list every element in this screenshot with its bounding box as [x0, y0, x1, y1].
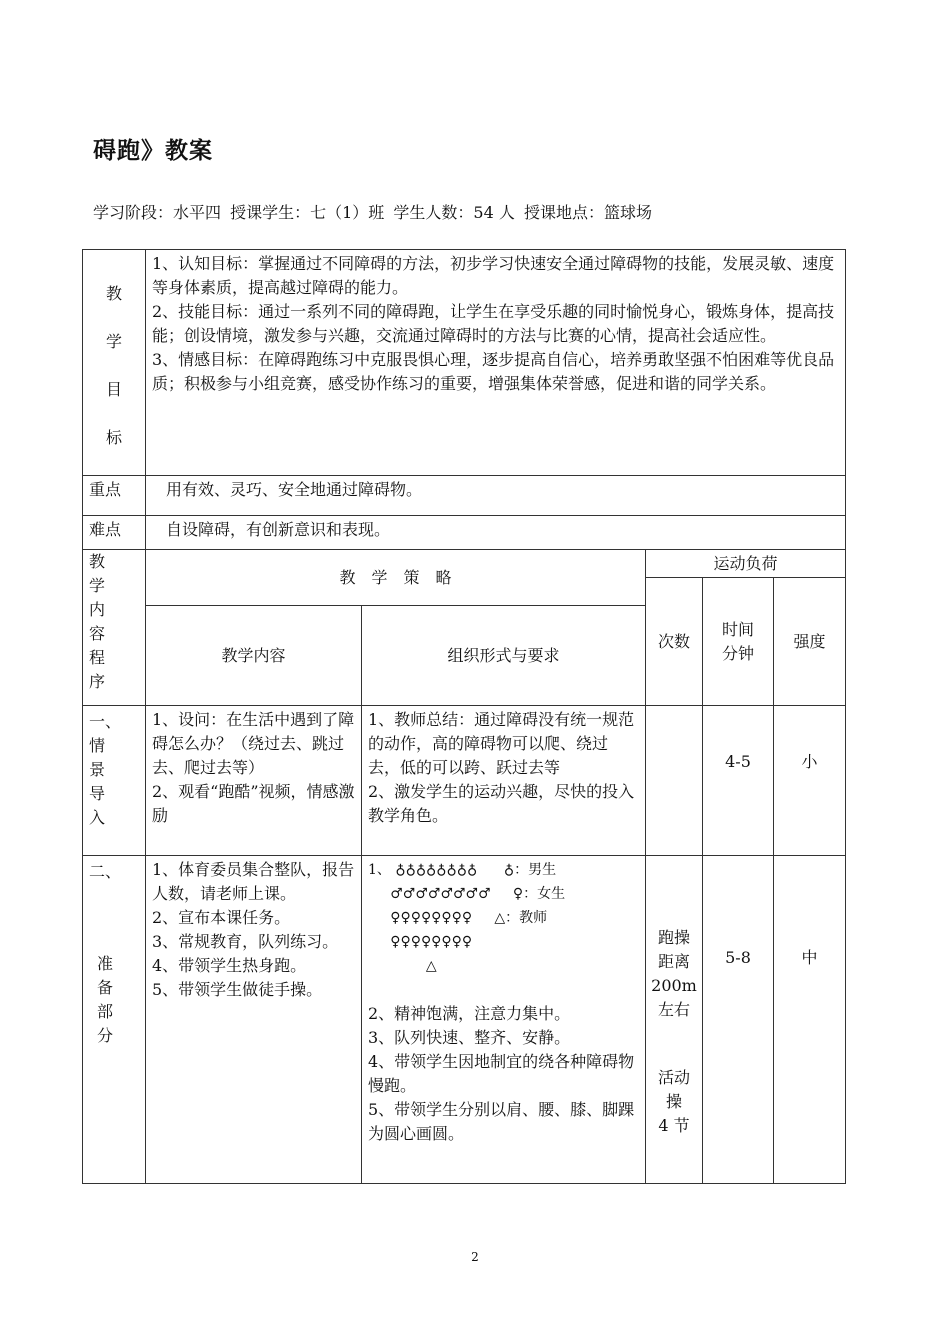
info-stage: 学习阶段：水平四	[93, 203, 222, 222]
teaching-content: 1、体育委员集合整队，报告人数，请老师上课。 2、宣布本课任务。 3、常规教育，队列练习。 4、带领学生热身跑。 5、带领学生做徒手操。	[146, 856, 362, 1184]
intensity-header: 强度	[774, 578, 846, 706]
objectives-label-char: 目	[105, 380, 122, 399]
difficulty-text: 自设障碍，有创新意识和表现。	[146, 516, 846, 550]
content-header: 教学内容	[146, 606, 362, 706]
organization-requirements: 1、教师总结：通过障碍没有统一规范的动作，高的障碍物可以爬、绕过去，低的可以跨、跃过去等 2、激发学生的运动兴趣，尽快的投入教学角色。	[362, 706, 646, 856]
lesson-plan-table	[82, 249, 846, 1184]
objective-item: 1、认知目标：掌握通过不同障碍的方法，初步学习快速安全通过障碍物的技能，发展灵敏、速度等身体素质，提高越过障碍的能力。	[152, 254, 835, 297]
sequence-label: 教 学 内 容 程 序	[83, 550, 146, 706]
objectives-label-char: 学	[105, 332, 122, 351]
times-top: 跑操 距离 200m 左右	[651, 928, 697, 1019]
times-cell	[646, 856, 703, 1184]
organization-text: 2、精神饱满，注意力集中。 3、队列快速、整齐、安静。 4、带领学生因地制宜的绕各种障碍物慢跑。 5、带领学生分别以肩、腰、膝、脚踝为圆心画圆。	[368, 1004, 635, 1143]
duration-cell: 5-8	[703, 856, 774, 1184]
lesson-info	[93, 200, 656, 223]
table-row	[83, 856, 846, 1184]
teaching-content: 1、设问：在生活中遇到了障碍怎么办？（绕过去、跳过去、爬过去等） 2、观看“跑酷”视频，情感激励	[146, 706, 362, 856]
objectives-label	[83, 250, 146, 476]
section-label: 一、 情 景 导 入	[83, 706, 146, 856]
info-students: 授课学生：七（1）班	[230, 203, 385, 222]
objectives-text	[146, 250, 846, 476]
objective-item: 3、情感目标：在障碍跑练习中克服畏惧心理，逐步提高自信心，培养勇敢坚强不怕困难等优良品质；积极参与小组竞赛，感受协作练习的重要，增强集体荣誉感，促进和谐的同学关系。	[152, 350, 835, 393]
key-point-label: 重点	[83, 476, 146, 516]
times-bottom: 活动 操 4 节	[657, 1068, 690, 1135]
section-label	[83, 856, 146, 1184]
page-number: 2	[471, 1250, 479, 1264]
duration-cell: 4-5	[703, 706, 774, 856]
difficulty-label: 难点	[83, 516, 146, 550]
load-header: 运动负荷	[646, 550, 846, 578]
header-row-1	[83, 550, 846, 578]
table-row	[83, 706, 846, 856]
info-count: 学生人数：54 人	[393, 203, 515, 222]
document-title: 碍跑》教案	[93, 138, 213, 164]
objectives-row	[83, 250, 846, 476]
difficulty-row	[83, 516, 846, 550]
section-label-bottom: 准 备 部 分	[97, 954, 114, 1045]
key-point-text: 用有效、灵巧、安全地通过障碍物。	[146, 476, 846, 516]
times-header: 次数	[646, 578, 703, 706]
info-place: 授课地点：篮球场	[523, 203, 652, 222]
organization-header: 组织形式与要求	[362, 606, 646, 706]
key-point-row	[83, 476, 846, 516]
formation-diagram: 1、 ♁♁♁♁♁♁♁♁ ♁：男生 ♂♂♂♂♂♂♂♂ ♀：女生 ♀♀♀♀♀♀♀♀ △：教师 ♀♀♀♀♀♀♀♀ △	[368, 862, 566, 974]
objectives-label-char: 标	[105, 428, 122, 447]
times-cell	[646, 706, 703, 856]
section-label-top: 二、	[89, 862, 122, 881]
objectives-label-char: 教	[105, 284, 122, 303]
objective-item: 2、技能目标：通过一系列不同的障碍跑，让学生在享受乐趣的同时愉悦身心，锻炼身体，提高技能；创设情境，激发参与兴趣，交流通过障碍时的方法与比赛的心情，提高社会适应性。	[152, 302, 835, 345]
organization-requirements	[362, 856, 646, 1184]
duration-header: 时间 分钟	[703, 578, 774, 706]
intensity-cell: 中	[774, 856, 846, 1184]
strategy-header: 教 学 策 略	[146, 550, 646, 606]
intensity-cell: 小	[774, 706, 846, 856]
